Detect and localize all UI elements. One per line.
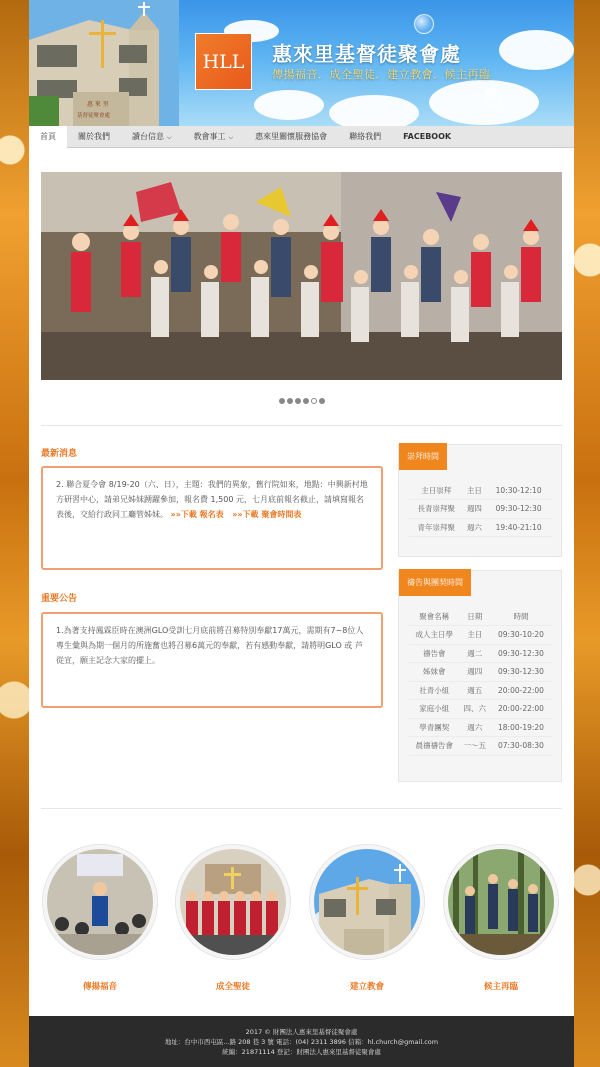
nav-item-label: 首頁 — [40, 131, 56, 141]
table-cell: 聚會名稱 — [409, 607, 460, 626]
feature-image-return[interactable] — [444, 845, 558, 959]
table-cell: 學青團契 — [409, 718, 460, 737]
table-row — [409, 737, 552, 756]
table-header-row — [409, 607, 552, 626]
worship-widget — [398, 444, 562, 557]
slider-dot[interactable] — [319, 398, 325, 404]
table-cell: 四、六 — [460, 700, 490, 719]
table-row — [409, 663, 552, 682]
table-row — [409, 644, 552, 663]
nav-item-contact[interactable] — [338, 126, 392, 148]
table-cell: 主日 — [460, 626, 490, 645]
divider — [41, 808, 562, 809]
table-cell: 週二 — [460, 644, 490, 663]
slider-pagination — [29, 389, 574, 408]
feature-image-church-building[interactable] — [310, 845, 424, 959]
table-cell: 19:40-21:10 — [485, 518, 552, 537]
nav-item-association[interactable] — [244, 126, 338, 148]
table-cell: 週四 — [463, 500, 485, 519]
table-cell: 09:30-12:30 — [485, 500, 552, 519]
table-row — [409, 700, 552, 719]
slider-dot[interactable] — [279, 398, 285, 404]
nav-item-ministry[interactable] — [183, 126, 245, 148]
table-cell: 週五 — [460, 681, 490, 700]
table-row — [409, 481, 552, 500]
cloud-decoration — [254, 90, 324, 120]
slider-dot[interactable] — [303, 398, 309, 404]
table-cell: 禱告會 — [409, 644, 460, 663]
table-cell: 日期 — [460, 607, 490, 626]
nav-item-facebook[interactable] — [392, 126, 462, 148]
site-header — [29, 0, 574, 126]
meetings-widget — [398, 570, 562, 782]
table-cell: 青年崇拜聚 — [409, 518, 463, 537]
slider-dot[interactable] — [295, 398, 301, 404]
feature-label[interactable]: 傳揚福音 — [82, 982, 117, 992]
church-building-image — [29, 0, 179, 126]
footer-copyright: 2017 © 財團法人惠來里基督徒聚會處 — [245, 1028, 358, 1036]
nav-item-home[interactable] — [29, 126, 67, 148]
table-cell: 時間 — [490, 607, 552, 626]
nav-item-sermons[interactable] — [121, 126, 183, 148]
cloud-decoration — [329, 95, 419, 126]
table-cell: 一～五 — [460, 737, 490, 756]
svg-text:惠 來 里: 惠 來 里 — [87, 101, 109, 108]
notice-text: 1.為著支持鳳霖臣時在澳洲GLO受訓七月底前將召募特別奉獻17萬元，需期有7~8位人專生彙與為期一個月的所施奮也將召募6萬元的奉獻，若有感動奉獻，請將明GLO 或 芦從宣，願主記念大家的擺上。 — [56, 626, 364, 665]
nav-item-label: 讀台信息 — [132, 131, 164, 141]
meetings-table — [409, 607, 552, 756]
table-cell: 09:30-12:30 — [490, 663, 552, 682]
news-heading: 最新消息 — [41, 449, 78, 459]
footer-registration: 統編：21871114 登記：財團法人惠來里基督徒聚會處 — [222, 1048, 381, 1056]
chevron-down-icon: ⌵ — [167, 133, 172, 141]
slider-dot[interactable] — [287, 398, 293, 404]
table-cell: 週六 — [460, 718, 490, 737]
site-tagline: 傳揚福音．成全聖徒．建立教會．候主再臨 — [272, 68, 491, 81]
site-footer — [29, 1016, 574, 1067]
table-cell: 長青崇拜聚 — [409, 500, 463, 519]
table-cell: 18:00-19:20 — [490, 718, 552, 737]
svg-text:基督徒聚會處: 基督徒聚會處 — [77, 113, 111, 119]
table-cell: 姊妹會 — [409, 663, 460, 682]
bubble-decoration — [484, 88, 502, 106]
table-cell: 成人主日學 — [409, 626, 460, 645]
notice-heading: 重要公告 — [41, 594, 78, 604]
feature-label[interactable]: 候主再臨 — [483, 982, 518, 992]
table-row — [409, 681, 552, 700]
nav-item-label: 惠來里關懷服務協會 — [255, 131, 328, 141]
table-cell: 主日 — [463, 481, 485, 500]
cloud-decoration — [499, 30, 574, 70]
table-cell: 09:30-12:30 — [490, 644, 552, 663]
download-registration-link[interactable]: »»下載 報名表 — [170, 510, 224, 519]
table-cell: 週四 — [460, 663, 490, 682]
divider — [41, 425, 562, 426]
table-cell: 家庭小組 — [409, 700, 460, 719]
news-box — [41, 466, 383, 570]
nav-item-label: FACEBOOK — [403, 131, 452, 141]
table-cell: 20:00-22:00 — [490, 681, 552, 700]
table-cell: 07:30-08:30 — [490, 737, 552, 756]
nav-item-label: 教會事工 — [193, 131, 226, 141]
worship-widget-title: 崇拜時間 — [399, 443, 447, 470]
feature-image-equipping[interactable] — [176, 845, 290, 959]
page-container — [29, 0, 574, 1067]
footer-contact: 地址：台中市西屯區...路 208 巷 3 號 電話：(04) 2311 3896 信箱：hl.church@gmail.com — [164, 1038, 439, 1046]
feature-image-evangelism[interactable] — [43, 845, 157, 959]
hero-slider-image[interactable] — [41, 172, 562, 380]
bubble-decoration — [414, 14, 434, 34]
nav-item-label: 聯絡我們 — [349, 131, 382, 141]
table-cell: 20:00-22:00 — [490, 700, 552, 719]
news-text: 2. 聯合夏令會 8/19-20（六、日），主題：我們的異象，舊行院如來，地點：中興新村地方研習中心，請弟兄姊妹踴躍參加，報名費 1,500 元，七月底前報名截止，請填寫報名表後，交給行政同工廳管姊妹。 — [56, 480, 368, 519]
site-logo[interactable]: HLL — [195, 33, 252, 90]
table-cell: 09:30-10:20 — [490, 626, 552, 645]
table-row — [409, 718, 552, 737]
table-row — [409, 500, 552, 519]
table-row — [409, 518, 552, 537]
table-cell: 10:30-12:10 — [485, 481, 552, 500]
site-title[interactable]: 惠來里基督徒聚會處 — [272, 42, 461, 66]
notice-box — [41, 612, 383, 708]
cloud-decoration — [429, 80, 539, 125]
nav-item-label: 關於我們 — [78, 131, 110, 141]
main-nav — [29, 126, 574, 148]
worship-table — [409, 481, 552, 537]
feature-label[interactable]: 建立教會 — [349, 982, 384, 992]
table-cell: 主日崇拜 — [409, 481, 463, 500]
chevron-down-icon: ⌵ — [228, 133, 234, 141]
table-row — [409, 626, 552, 645]
download-schedule-link[interactable]: »»下載 聚會時間表 — [232, 510, 302, 519]
nav-item-about[interactable] — [67, 126, 121, 148]
table-cell: 週六 — [463, 518, 485, 537]
slider-dot[interactable] — [311, 398, 317, 404]
meetings-widget-title: 禱告與團契時間 — [399, 569, 471, 596]
table-cell: 社青小組 — [409, 681, 460, 700]
table-cell: 晨禱禱告會 — [409, 737, 460, 756]
feature-label[interactable]: 成全聖徒 — [215, 982, 250, 992]
